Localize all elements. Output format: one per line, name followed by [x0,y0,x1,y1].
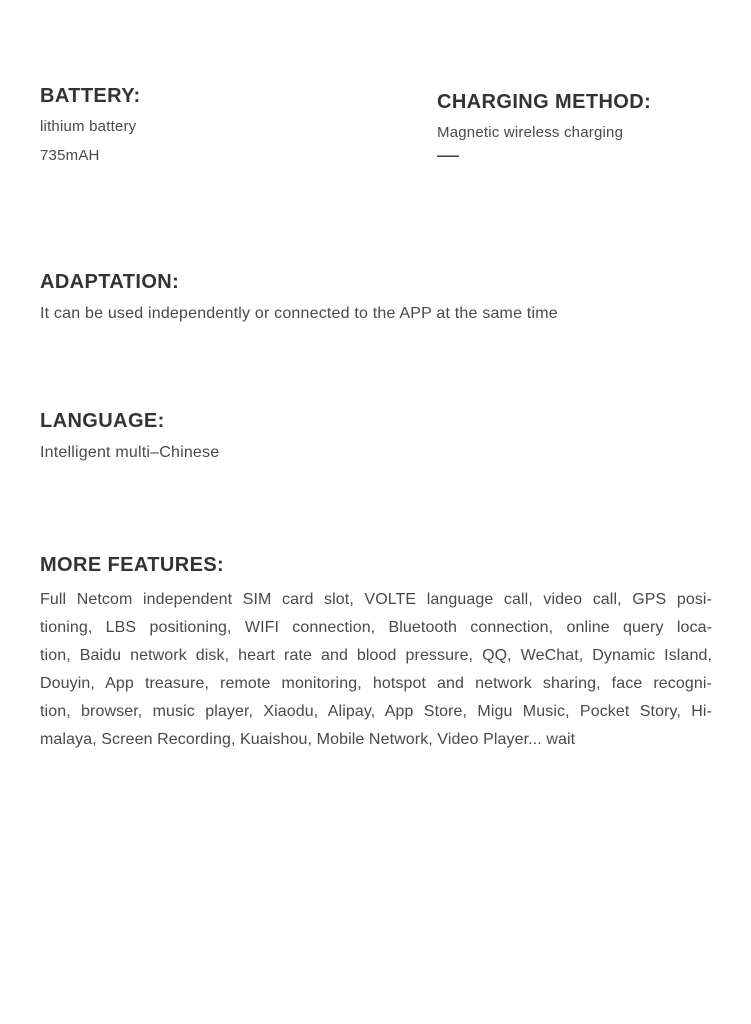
more-features-heading: MORE FEATURES: [40,554,225,576]
adaptation-heading: ADAPTATION: [40,271,180,293]
charging-method-section [437,90,651,165]
features-line: Full Netcom independent SIM card slot, VOLTE language call, video call, GPS posi- [40,591,712,608]
more-features-paragraph [40,586,712,754]
battery-heading: BATTERY: [40,85,141,107]
dash-divider: — [437,142,459,167]
battery-type-text: lithium battery [40,118,137,135]
language-text: Intelligent multi–Chinese [40,444,220,461]
adaptation-section [40,270,558,327]
charging-method-heading: CHARGING METHOD: [437,91,652,113]
features-line: tion, Baidu network disk, heart rate and blood pressure, QQ, WeChat, Dynamic Island, [40,647,712,664]
features-line: tioning, LBS positioning, WIFI connection, Bluetooth connection, online query loca- [40,619,712,636]
features-line: tion, browser, music player, Xiaodu, Alipay, App Store, Migu Music, Pocket Story, Hi- [40,703,712,720]
charging-method-text: Magnetic wireless charging [437,124,624,141]
language-heading: LANGUAGE: [40,410,165,432]
features-line: malaya, Screen Recording, Kuaishou, Mobile Network, Video Player... wait [40,731,576,748]
features-line: Douyin, App treasure, remote monitoring, hotspot and network sharing, face recogni- [40,675,712,692]
language-section [40,409,219,466]
more-features-section [40,553,712,754]
battery-section [40,84,141,170]
battery-capacity-text: 735mAH [40,147,100,164]
adaptation-text: It can be used independently or connected to the APP at the same time [40,305,558,322]
